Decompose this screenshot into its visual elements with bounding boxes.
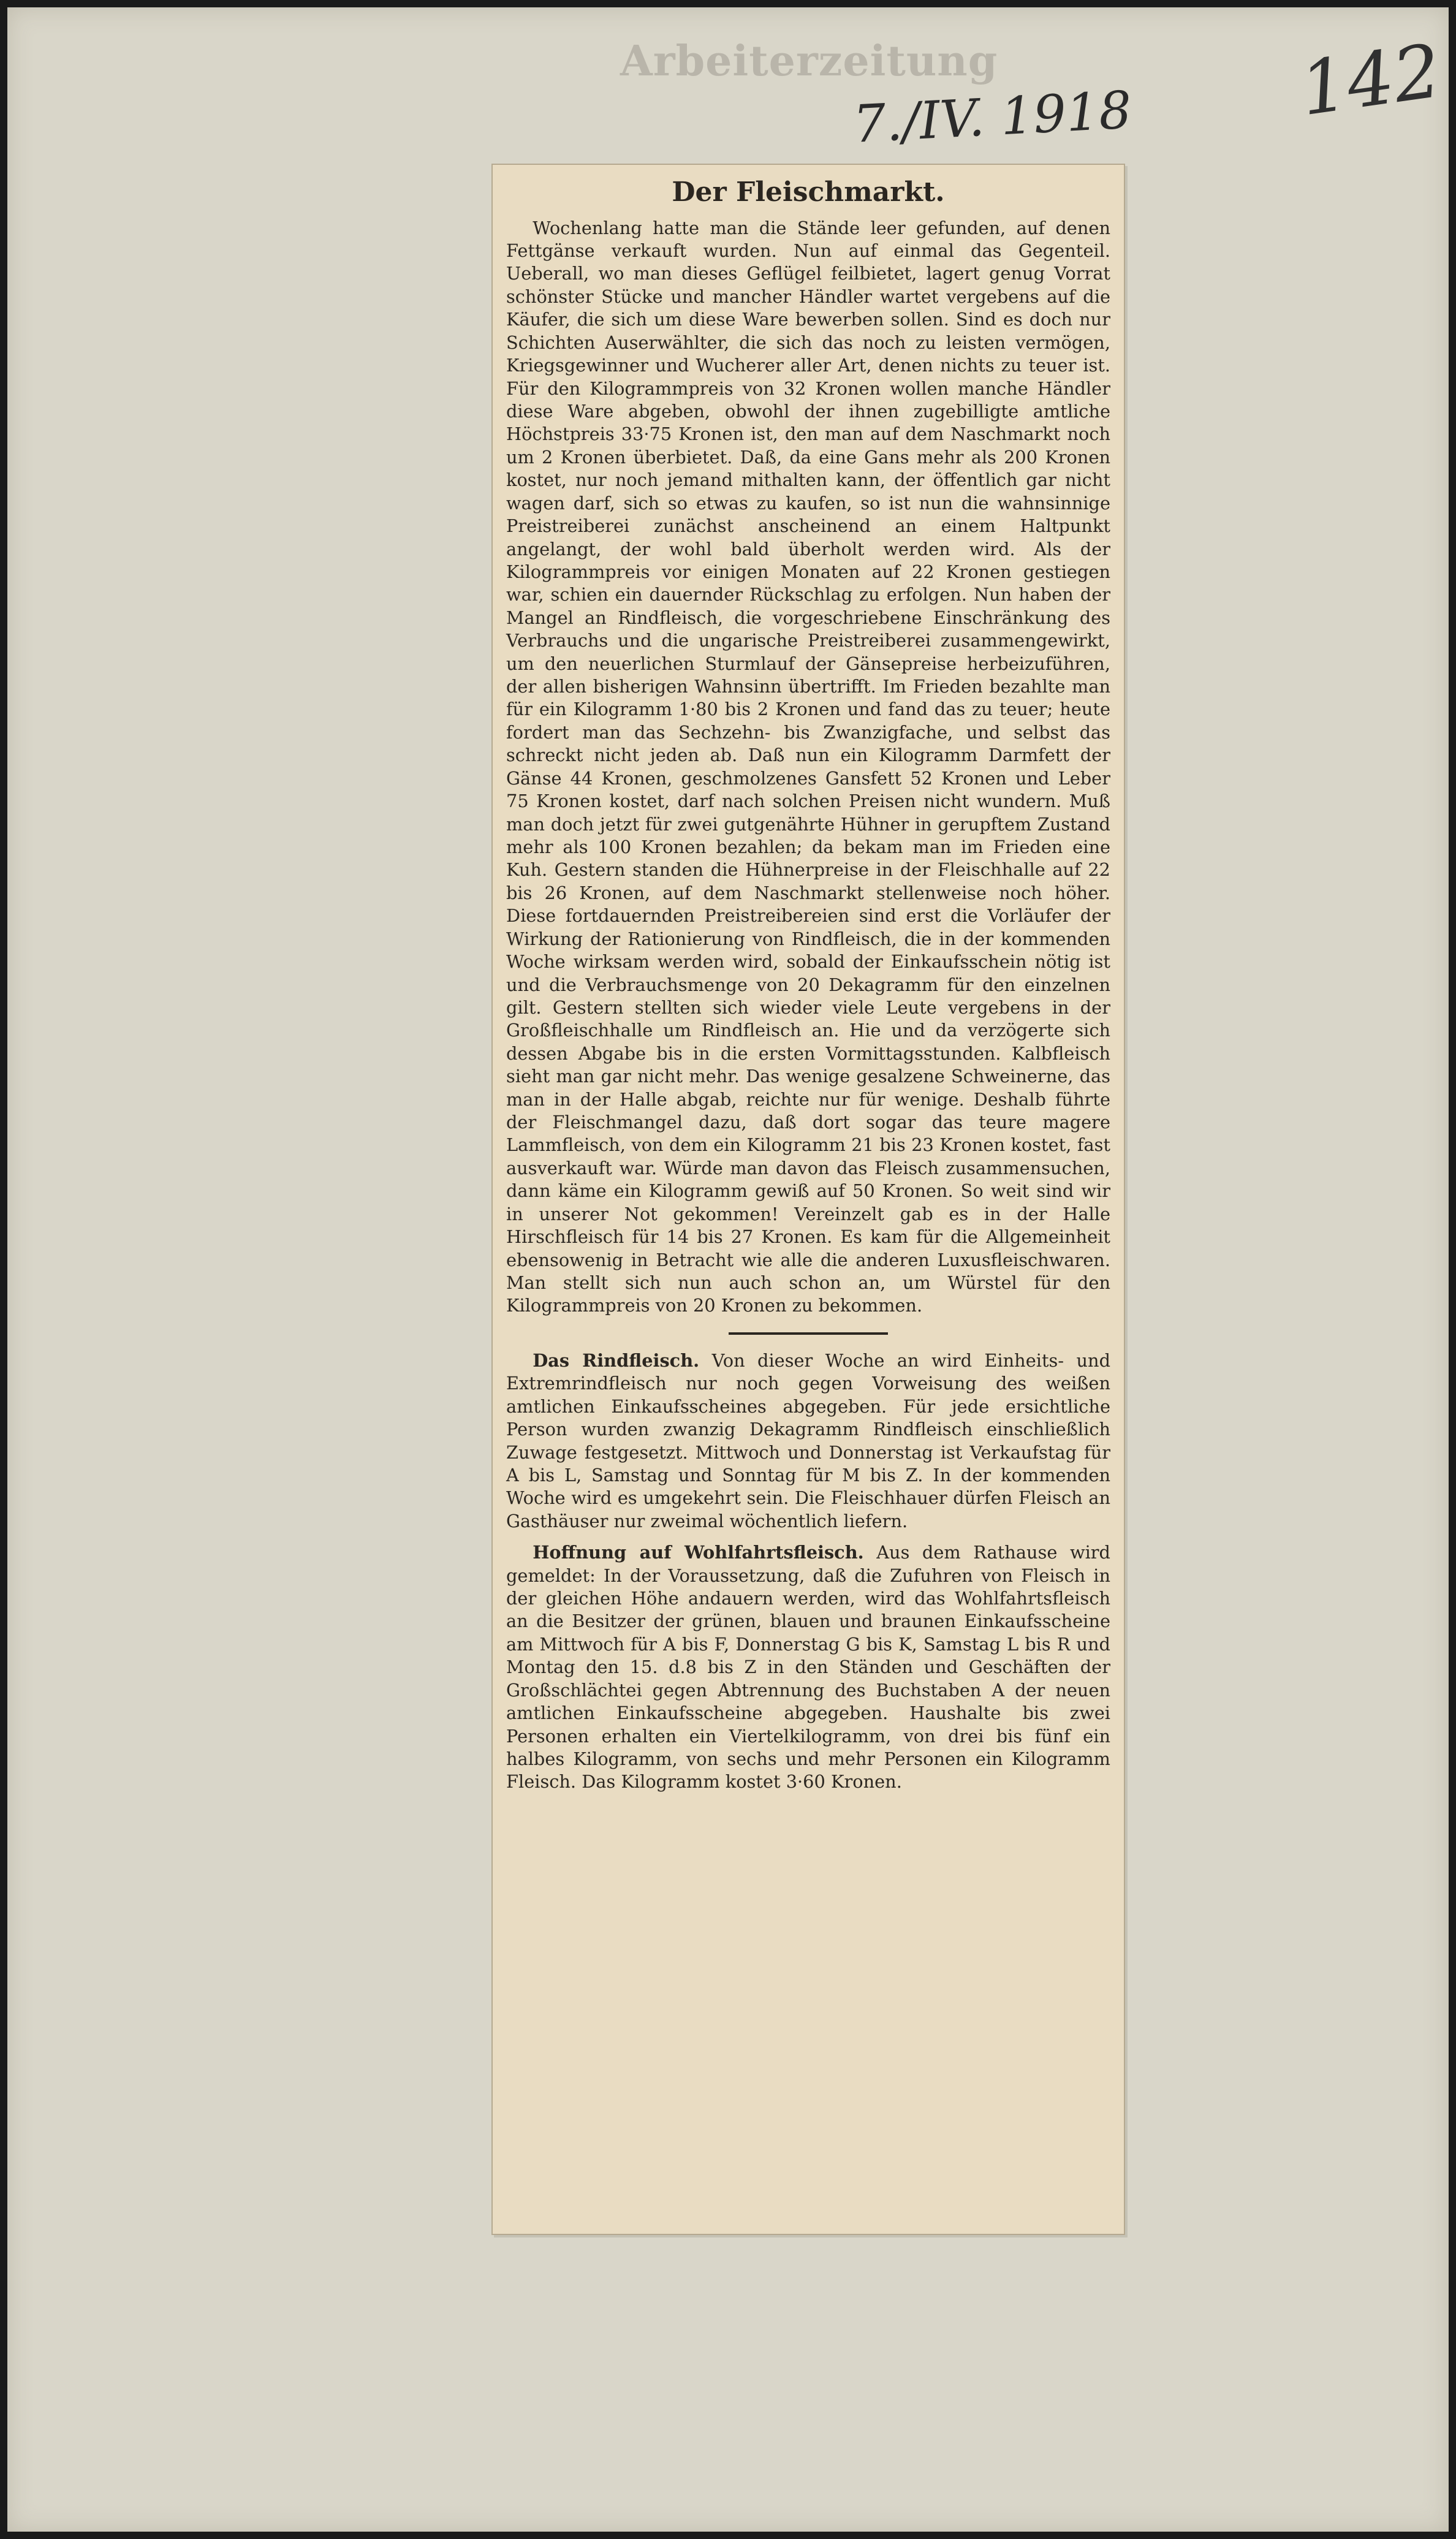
newspaper-stamp: Arbeiterzeitung [620, 37, 998, 86]
article-paragraph-wohlfahrtsfleisch [506, 1541, 1110, 1794]
article-paragraph-rindfleisch [506, 1349, 1110, 1533]
section-heading-wohlfahrtsfleisch: Hoffnung auf Wohlfahrtsfleisch. [533, 1542, 864, 1563]
section-divider [729, 1332, 888, 1335]
archive-number: 142 [1295, 28, 1446, 133]
section-text-wohlfahrtsfleisch: Aus dem Rathause wird gemeldet: In der Voraussetzung, daß die Zufuhren von Fleisch in der gleichen Höhe andauern werden, wird das Wohlfahrtsfleisch an die Besitzer der grünen, blauen und braunen Einkaufsscheine am Mittwoch für A bis F, Donnerstag G bis K, Samstag L bis R und Montag den 15. d.8 bis Z in den Ständen und Geschäften der Großschlächtei gegen Abtrennung des Buchstaben A der neuen amtlichen Einkaufsscheine abgegeben. Haushalte bis zwei Personen erhalten ein Viertelkilogramm, von drei bis fünf ein halbes Kilogramm, von sechs und mehr Personen ein Kilogramm Fleisch. Das Kilogramm kostet 3·60 Kronen. [506, 1542, 1110, 1793]
archive-sheet [7, 7, 1449, 2532]
article-headline: Der Fleischmarkt. [672, 176, 945, 208]
article-paragraph-main: Wochenlang hatte man die Stände leer gefunden, auf denen Fettgänse verkauft wurden. Nun auf einmal das Gegenteil. Ueberall, wo man dieses Geflügel feilbietet, lagert genug Vorrat schönster Stücke und mancher Händler wartet vergebens auf die Käufer, die sich um diese Ware bewerben sollen. Sind es doch nur Schichten Auserwählter, die sich das noch zu leisten vermögen, Kriegsgewinner und Wucherer aller Art, denen nichts zu teuer ist. Für den Kilogrammpreis von 32 Kronen wollen manche Händler diese Ware abgeben, obwohl der ihnen zugebilligte amtliche Höchstpreis 33·75 Kronen ist, den man auf dem Naschmarkt noch um 2 Kronen überbietet. Daß, da eine Gans mehr als 200 Kronen kostet, nur noch jemand mithalten kann, der öffentlich gar nicht wagen darf, sich so etwas zu kaufen, so ist nun die wahnsinnige Preistreiberei zunächst anscheinend an einem Haltpunkt angelangt, der wohl bald überholt werden wird. Als der Kilogrammpreis vor einigen Monaten auf 22 Kronen gestiegen war, schien ein dauernder Rückschlag zu erfolgen. Nun haben der Mangel an Rindfleisch, die vorgeschriebene Einschränkung des Verbrauchs und die ungarische Preistreiberei zusammengewirkt, um den neuerlichen Sturmlauf der Gänsepreise herbeizuführen, der allen bisherigen Wahnsinn übertrifft. Im Frieden bezahlte man für ein Kilogramm 1·80 bis 2 Kronen und fand das zu teuer; heute fordert man das Sechzehn- bis Zwanzigfache, und selbst das schreckt nicht jeden ab. Daß nun ein Kilogramm Darmfett der Gänse 44 Kronen, geschmolzenes Gansfett 52 Kronen und Leber 75 Kronen kostet, darf nach solchen Preisen nicht wundern. Muß man doch jetzt für zwei gutgenährte Hühner in gerupftem Zustand mehr als 100 Kronen bezahlen; da bekam man im Frieden eine Kuh. Gestern standen die Hühnerpreise in der Fleischhalle auf 22 bis 26 Kronen, auf dem Naschmarkt stellenweise noch höher. Diese fortdauernden Preistreibereien sind erst die Vorläufer der Wirkung der Rationierung von Rindfleisch, die in der kommenden Woche wirksam werden wird, sobald der Einkaufsschein nötig ist und die Verbrauchsmenge von 20 Dekagramm für den einzelnen gilt. Gestern stellten sich wieder viele Leute vergebens in der Großfleischhalle um Rindfleisch an. Hie und da verzögerte sich dessen Abgabe bis in die ersten Vormittagsstunden. Kalbfleisch sieht man gar nicht mehr. Das wenige gesalzene Schweinerne, das man in der Halle abgab, reichte nur für wenige. Deshalb führte der Fleischmangel dazu, daß dort sogar das teure magere Lammfleisch, von dem ein Kilogramm 21 bis 23 Kronen kostet, fast ausverkauft war. Würde man davon das Fleisch zusammensuchen, dann käme ein Kilogramm gewiß auf 50 Kronen. So weit sind wir in unserer Not gekommen! Vereinzelt gab es in der Halle Hirschfleisch für 14 bis 27 Kronen. Es kam für die Allgemeinheit ebensowenig in Betracht wie alle die anderen Luxusfleischwaren. Man stellt sich nun auch schon an, um Würstel für den Kilogrammpreis von 20 Kronen zu bekommen. [506, 217, 1110, 1316]
section-heading-rindfleisch: Das Rindfleisch. [533, 1349, 700, 1371]
handwritten-date: 7./IV. 1918 [851, 80, 1134, 154]
section-text-rindfleisch: Von dieser Woche an wird Einheits- und Extremrindfleisch nur noch gegen Vorweisung des weißen amtlichen Einkaufsscheines abgegeben. Für jede ersichtliche Person wurden zwanzig Dekagramm Rindfleisch einschließlich Zuwage festgesetzt. Mittwoch und Donnerstag ist Verkaufstag für A bis L, Samstag und Sonntag für M bis Z. In der kommenden Woche wird es umgekehrt sein. Die Fleischhauer dürfen Fleisch an Gasthäuser nur zweimal wöchentlich liefern. [506, 1349, 1110, 1531]
newspaper-clipping [491, 164, 1125, 2235]
